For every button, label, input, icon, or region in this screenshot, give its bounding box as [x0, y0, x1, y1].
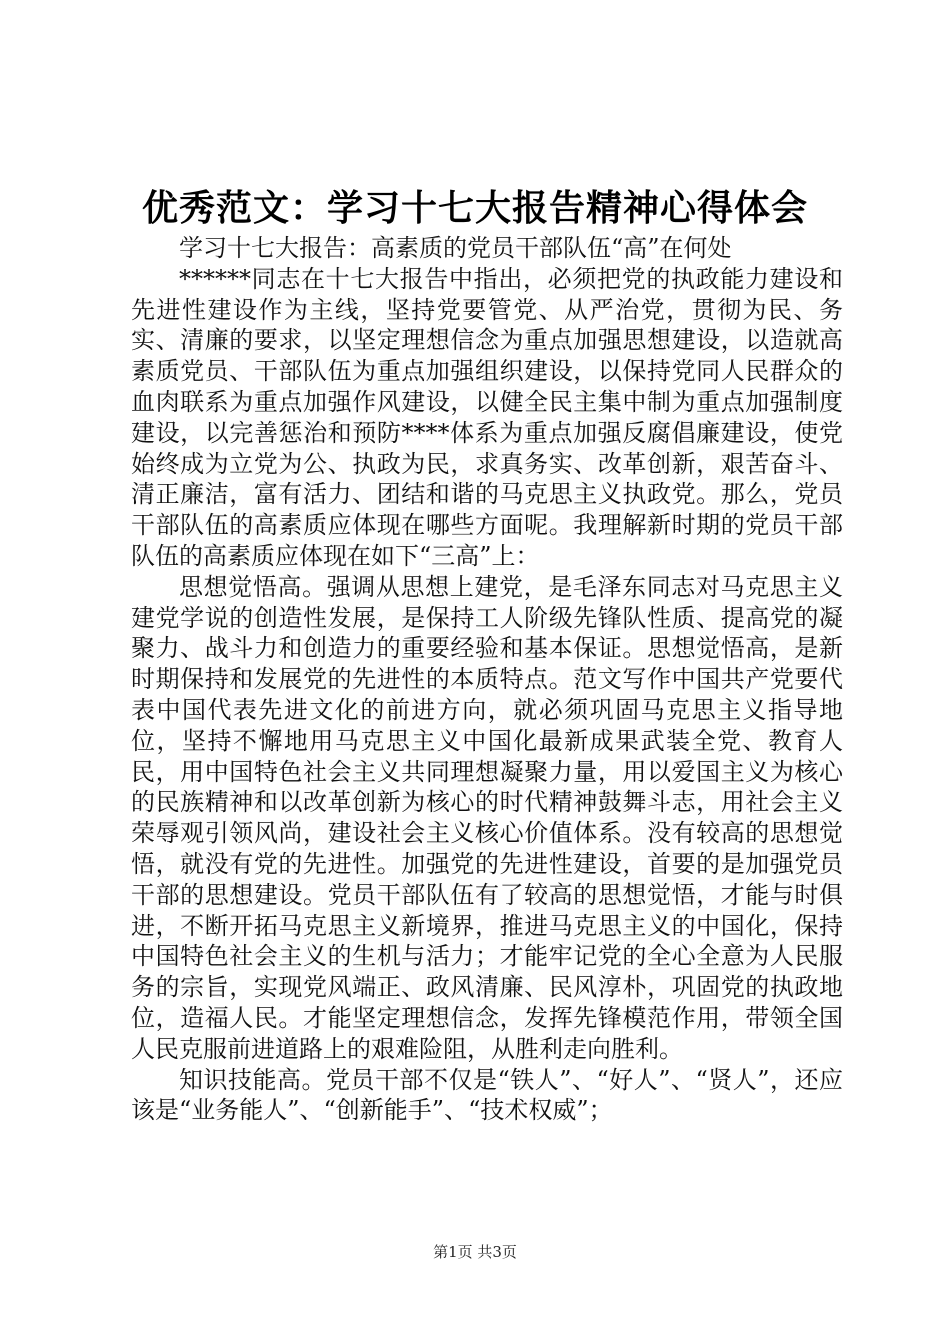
document-body [131, 233, 843, 1126]
document-title: 优秀范文：学习十七大报告精神心得体会 [141, 187, 808, 229]
paragraph-skills: 知识技能高。党员干部不仅是“铁人”、“好人”、“贤人”，还应该是“业务能人”、“创新能手”、“技术权威”； [131, 1065, 843, 1125]
page-footer: 第1页 共3页 [433, 1243, 517, 1261]
paragraph-intro: ******同志在十七大报告中指出，必须把党的执政能力建设和先进性建设作为主线，坚持党要管党、从严治党，贯彻为民、务实、清廉的要求，以坚定理想信念为重点加强思想建设，以造就高素质党员、干部队伍为重点加强组织建设，以保持党同人民群众的血肉联系为重点加强作风建设，以健全民主集中制为重点加强制度建设，以完善惩治和预防****体系为重点加强反腐倡廉建设，使党始终成为立党为公、执政为民，求真务实、改革创新，艰苦奋斗、清正廉洁，富有活力、团结和谐的马克思主义执政党。那么，党员干部队伍的高素质应体现在哪些方面呢。我理解新时期的党员干部队伍的高素质应体现在如下“三高”上： [131, 264, 843, 570]
paragraph-subtitle: 学习十七大报告：高素质的党员干部队伍“高”在何处 [179, 234, 732, 262]
paragraph-thought: 思想觉悟高。强调从思想上建党，是毛泽东同志对马克思主义建党学说的创造性发展，是保持工人阶级先锋队性质、提高党的凝聚力、战斗力和创造力的重要经验和基本保证。思想觉悟高，是新时期保持和发展党的先进性的本质特点。范文写作中国共产党要代表中国代表先进文化的前进方向，就必须巩固马克思主义指导地位，坚持不懈地用马克思主义中国化最新成果武装全党、教育人民，用中国特色社会主义共同理想凝聚力量，用以爱国主义为核心的民族精神和以改革创新为核心的时代精神鼓舞斗志，用社会主义荣辱观引领风尚，建设社会主义核心价值体系。没有较高的思想觉悟，就没有党的先进性。加强党的先进性建设，首要的是加强党员干部的思想建设。党员干部队伍有了较高的思想觉悟，才能与时俱进，不断开拓马克思主义新境界，推进马克思主义的中国化，保持中国特色社会主义的生机与活力；才能牢记党的全心全意为人民服务的宗旨，实现党风端正、政风清廉、民风淳朴，巩固党的执政地位，造福人民。才能坚定理想信念，发挥先锋模范作用，带领全国人民克服前进道路上的艰难险阻，从胜利走向胜利。 [131, 572, 843, 1063]
